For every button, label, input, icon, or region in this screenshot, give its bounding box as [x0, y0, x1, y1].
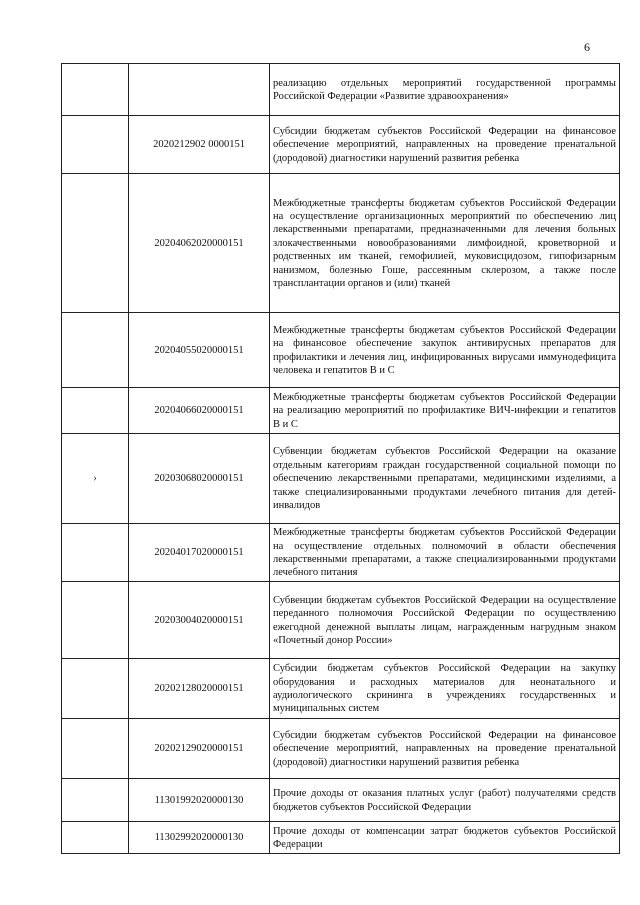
budget-code: 20202129020000151 — [129, 719, 270, 779]
row-marker — [62, 174, 129, 313]
budget-description: Субсидии бюджетам субъектов Российской Федерации на финансовое обеспечение мероприятий, направленных на проведение пренатальной (дородовой) диагностики нарушений развития ребенка — [270, 116, 620, 174]
row-marker — [62, 388, 129, 434]
row-marker — [62, 64, 129, 116]
table-row — [62, 388, 620, 434]
budget-code: 11301992020000130 — [129, 779, 270, 822]
table-row — [62, 174, 620, 313]
budget-code: 20203004020000151 — [129, 582, 270, 659]
table-row — [62, 779, 620, 822]
row-marker — [62, 659, 129, 719]
budget-codes-table — [61, 63, 620, 854]
budget-description: Субвенции бюджетам субъектов Российской Федерации на оказание отдельным категориям граждан государственной социальной помощи по обеспечению лекарственными препаратами, медицинскими изделиями, а также специализированными продуктами лечебного питания для детей-инвалидов — [270, 434, 620, 524]
row-marker — [62, 116, 129, 174]
budget-code: 20204017020000151 — [129, 524, 270, 582]
budget-description: Прочие доходы от компенсации затрат бюджетов субъектов Российской Федерации — [270, 822, 620, 854]
page-number: 6 — [584, 40, 590, 54]
budget-description: реализацию отдельных мероприятий государственной программы Российской Федерации «Развитие здравоохранения» — [270, 64, 620, 116]
table-row — [62, 116, 620, 174]
table-row — [62, 524, 620, 582]
budget-code: 20204062020000151 — [129, 174, 270, 313]
row-marker — [62, 719, 129, 779]
budget-code: 2020212902 0000151 — [129, 116, 270, 174]
table-row — [62, 582, 620, 659]
budget-description: Межбюджетные трансферты бюджетам субъектов Российской Федерации на осуществление организационных мероприятий по обеспечению лиц лекарственными препаратами, предназначенными для лечения больных злокачественными новообразованиями лимфоидной, кроветворной и родственных им тканей, гемофилией, муковисцидозом, гипофизарным нанизмом, болезнью Гоше, рассеянным склерозом, а также после трансплантации органов и (или) тканей — [270, 174, 620, 313]
budget-description: Прочие доходы от оказания платных услуг (работ) получателями средств бюджетов субъектов Российской Федерации — [270, 779, 620, 822]
row-marker — [62, 582, 129, 659]
table-row — [62, 434, 620, 524]
row-marker — [62, 524, 129, 582]
row-marker — [62, 779, 129, 822]
table-row — [62, 822, 620, 854]
budget-description: Межбюджетные трансферты бюджетам субъектов Российской Федерации на осуществление отдельных полномочий в области обеспечения лекарственными препаратами, а также специализированными продуктами лечебного питания — [270, 524, 620, 582]
table-row — [62, 64, 620, 116]
budget-description: Межбюджетные трансферты бюджетам субъектов Российской Федерации на реализацию мероприятий по профилактике ВИЧ-инфекции и гепатитов В и С — [270, 388, 620, 434]
table-row — [62, 313, 620, 388]
row-marker: › — [62, 434, 129, 524]
row-marker — [62, 313, 129, 388]
budget-code: 20203068020000151 — [129, 434, 270, 524]
budget-description: Субсидии бюджетам субъектов Российской Федерации на закупку оборудования и расходных материалов для неонатального и аудиологического скрининга в учреждениях государственных и муниципальных систем — [270, 659, 620, 719]
budget-description: Субвенции бюджетам субъектов Российской Федерации на осуществление переданного полномочия Российской Федерации по осуществлению ежегодной денежной выплаты лицам, награжденным нагрудным знаком «Почетный донор России» — [270, 582, 620, 659]
row-marker — [62, 822, 129, 854]
table-row — [62, 659, 620, 719]
table-row — [62, 719, 620, 779]
budget-description: Межбюджетные трансферты бюджетам субъектов Российской Федерации на финансовое обеспечение закупок антивирусных препаратов для профилактики и лечения лиц, инфицированных вирусами иммунодефицита человека и гепатитов В и С — [270, 313, 620, 388]
budget-code — [129, 64, 270, 116]
budget-code: 20202128020000151 — [129, 659, 270, 719]
budget-description: Субсидии бюджетам субъектов Российской Федерации на финансовое обеспечение мероприятий, направленных на проведение пренатальной (дородовой) диагностики нарушений развития ребенка — [270, 719, 620, 779]
budget-code: 20204055020000151 — [129, 313, 270, 388]
budget-code: 20204066020000151 — [129, 388, 270, 434]
budget-code: 11302992020000130 — [129, 822, 270, 854]
